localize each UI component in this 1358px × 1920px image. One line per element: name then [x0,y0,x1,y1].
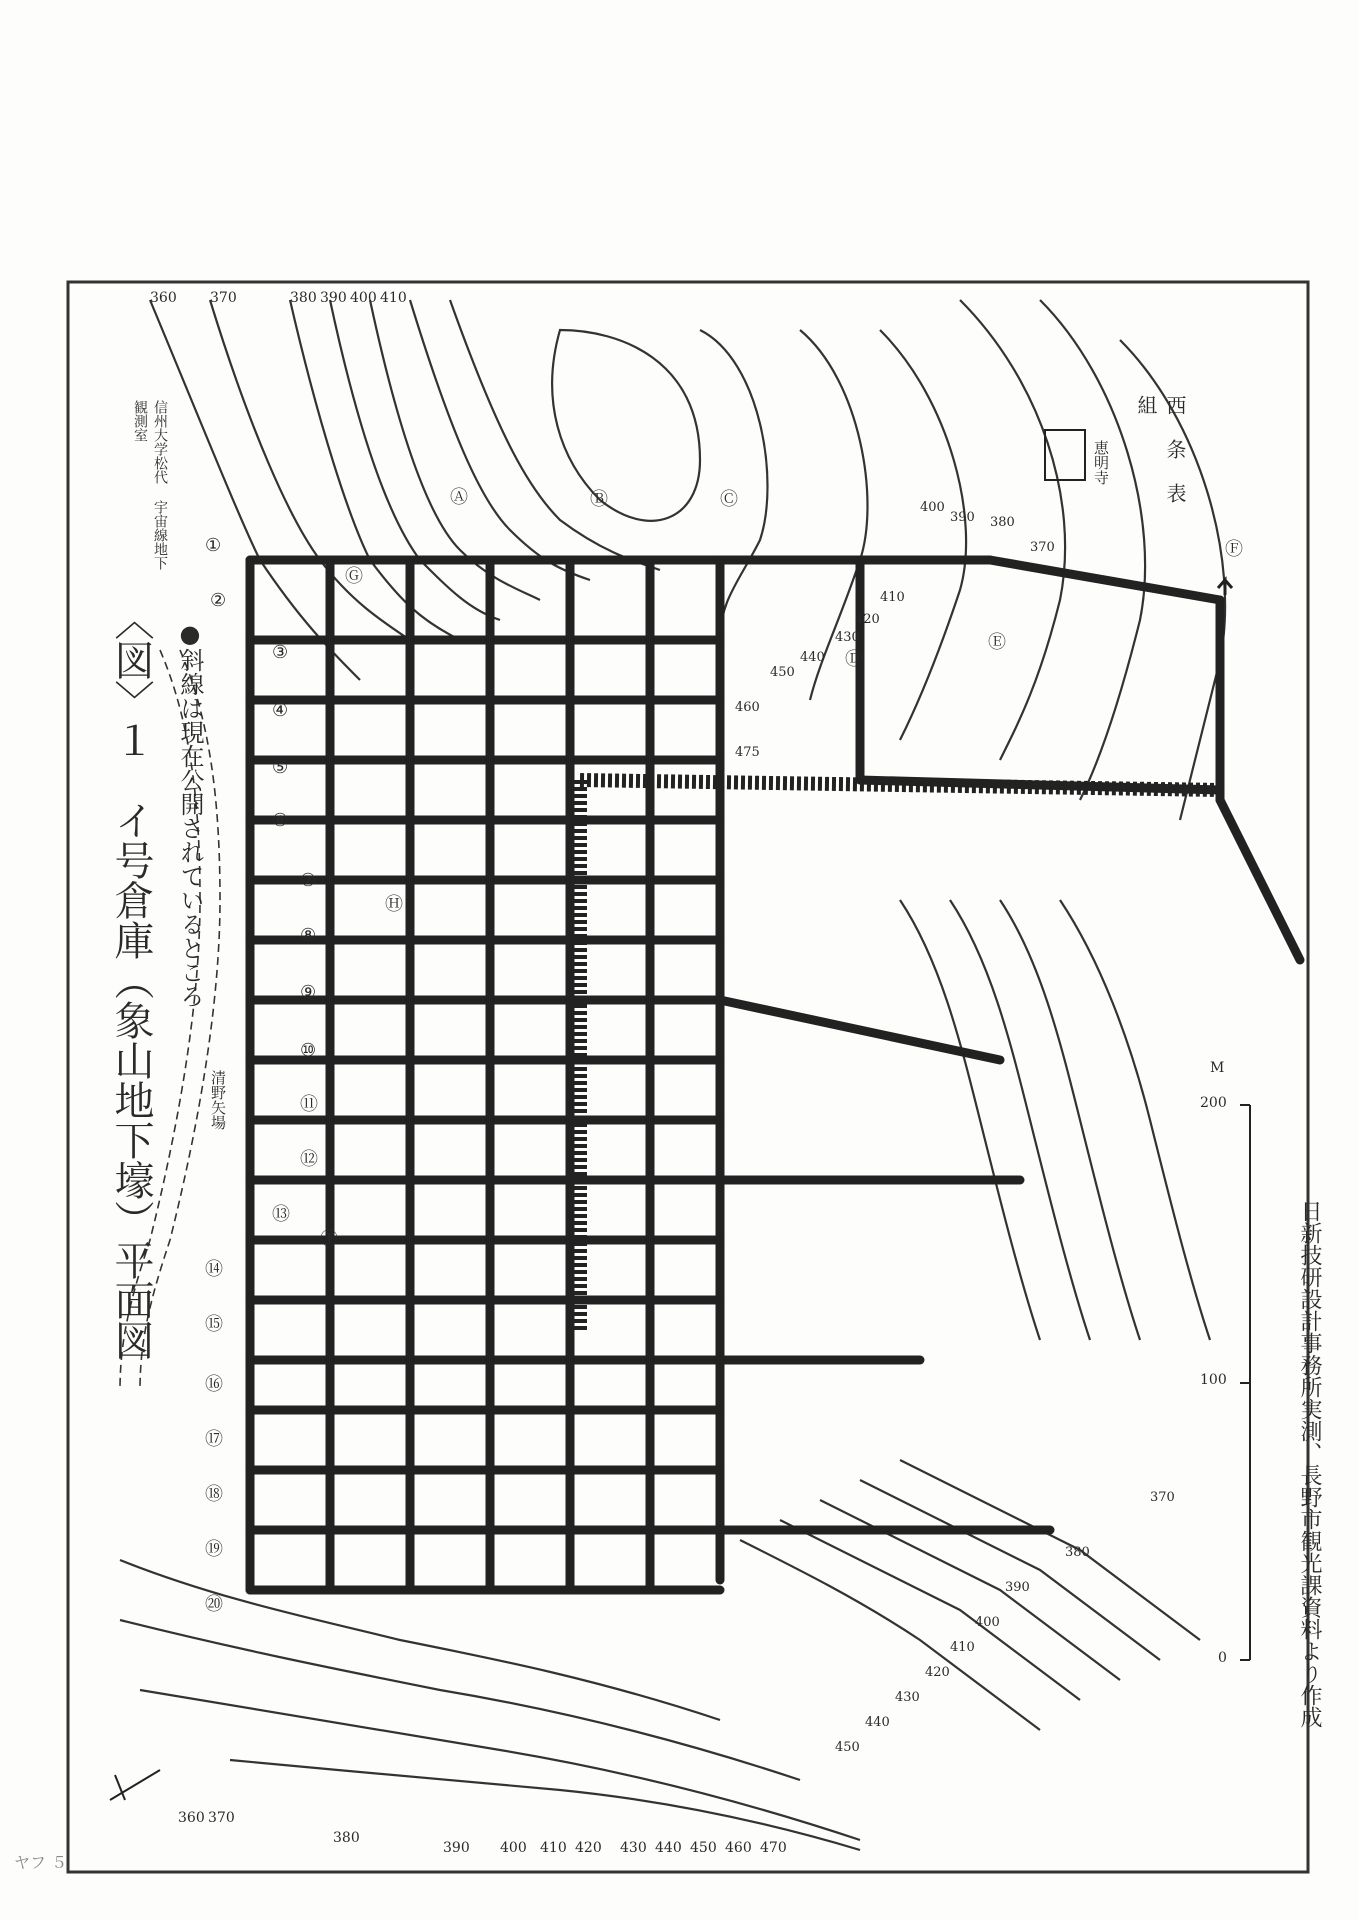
tunnel-number: ① [205,535,222,556]
contour-label: 410 [380,290,407,306]
contour-label: 390 [1005,1580,1030,1595]
contour-label: 390 [443,1840,470,1856]
tunnel-number: ⑨ [300,982,317,1003]
scale-unit: M [1210,1060,1225,1076]
contour-label: 400 [500,1840,527,1856]
tunnel-number: ⑧ [300,925,317,946]
contour-label: 400 [975,1615,1000,1630]
tunnel-grid [250,560,1300,1590]
row-marker: Ⓔ [988,632,1006,653]
district-label: 西 条 表 組 [1134,395,1187,503]
scale-bar [1240,1105,1250,1660]
tunnel-number: ⑦ [300,870,317,891]
contour-label: 470 [760,1840,787,1856]
tunnel-number: ⑪ [300,1094,318,1115]
row-marker: Ⓗ [385,894,403,915]
contour-label: 440 [800,650,825,665]
contour-label: 370 [1150,1490,1175,1505]
tunnel-number: ⑱ [205,1484,223,1505]
contour-label: 475 [735,745,760,760]
scale-label-0: 0 [1218,1650,1227,1666]
contour-label: 450 [690,1840,717,1856]
tunnel-number: ⑯ [205,1374,223,1395]
contour-label: 380 [290,290,317,306]
contour-label: 390 [950,510,975,525]
tunnel-number: ③ [272,642,289,663]
row-marker: Ⓒ [720,489,738,510]
tunnel-number: ⑤ [272,757,289,778]
corner-note: ヤフ ５ [14,1853,68,1872]
tunnel-number: ④ [272,700,289,721]
contour-label: 410 [880,590,905,605]
row-marker: Ⓑ [590,489,608,510]
scale-label-200: 200 [1200,1095,1227,1111]
contour-label: 450 [770,665,795,680]
contour-label: 430 [895,1690,920,1705]
temple-label: 恵明寺 [1092,440,1110,485]
row-marker: Ⓕ [1225,539,1243,560]
contour-label: 420 [855,612,880,627]
map-title: 〈図〉１ イ号倉庫（象山地下壕）平面図 [108,600,154,1360]
contour-label: 410 [540,1840,567,1856]
tunnel-number: ② [210,590,227,611]
contour-label: 460 [725,1840,752,1856]
contour-label: 430 [835,630,860,645]
tunnel-number: ⑥ [272,810,289,831]
row-marker: Ⓓ [845,649,863,670]
contour-label: 410 [950,1640,975,1655]
contour-label: 440 [655,1840,682,1856]
contour-label: 400 [920,500,945,515]
contour-label: 370 [210,290,237,306]
contour-label: 440 [865,1715,890,1730]
contour-label: 420 [575,1840,602,1856]
row-marker: Ⓘ [320,1229,338,1250]
row-marker: Ⓐ [450,487,468,508]
tunnel-number: ⑭ [205,1259,223,1280]
tunnel-number: ⑲ [205,1539,223,1560]
contour-label: 420 [925,1665,950,1680]
contour-label: 370 [1030,540,1055,555]
tunnel-number: ⑰ [205,1429,223,1450]
contour-lines [120,300,1225,1850]
scale-label-100: 100 [1200,1372,1227,1388]
contour-label: 430 [620,1840,647,1856]
contour-label: 380 [990,515,1015,530]
observatory-label: 信州大学松代 宇宙線地下観測室 [132,400,168,570]
place-kiyono: 清野矢場 [209,1070,227,1130]
tunnel-number: ⑫ [300,1149,318,1170]
contour-label: 360 [178,1810,205,1826]
tunnel-number: ⑩ [300,1040,317,1061]
tunnel-number: ⑮ [205,1314,223,1335]
source-caption: 日新技研設計事務所実測、長野市観光課資料より作成 [1297,1200,1322,1728]
entrance-arrow-icon [1218,580,1232,595]
tunnel-number: ⑳ [205,1594,223,1615]
contour-label: 380 [333,1830,360,1846]
contour-label: 400 [350,290,377,306]
row-marker: Ⓖ [345,566,363,587]
tunnel-number: ⑬ [272,1204,290,1225]
open-section-hatched [580,780,1220,1330]
contour-label: 360 [150,290,177,306]
diagonal-note: ●斜線は現在公開されているところ [176,620,204,1008]
contour-label: 380 [1065,1545,1090,1560]
contour-label: 450 [835,1740,860,1755]
contour-label: 460 [735,700,760,715]
contour-label: 390 [320,290,347,306]
north-arrow-icon [110,1770,160,1800]
contour-label: 370 [208,1810,235,1826]
